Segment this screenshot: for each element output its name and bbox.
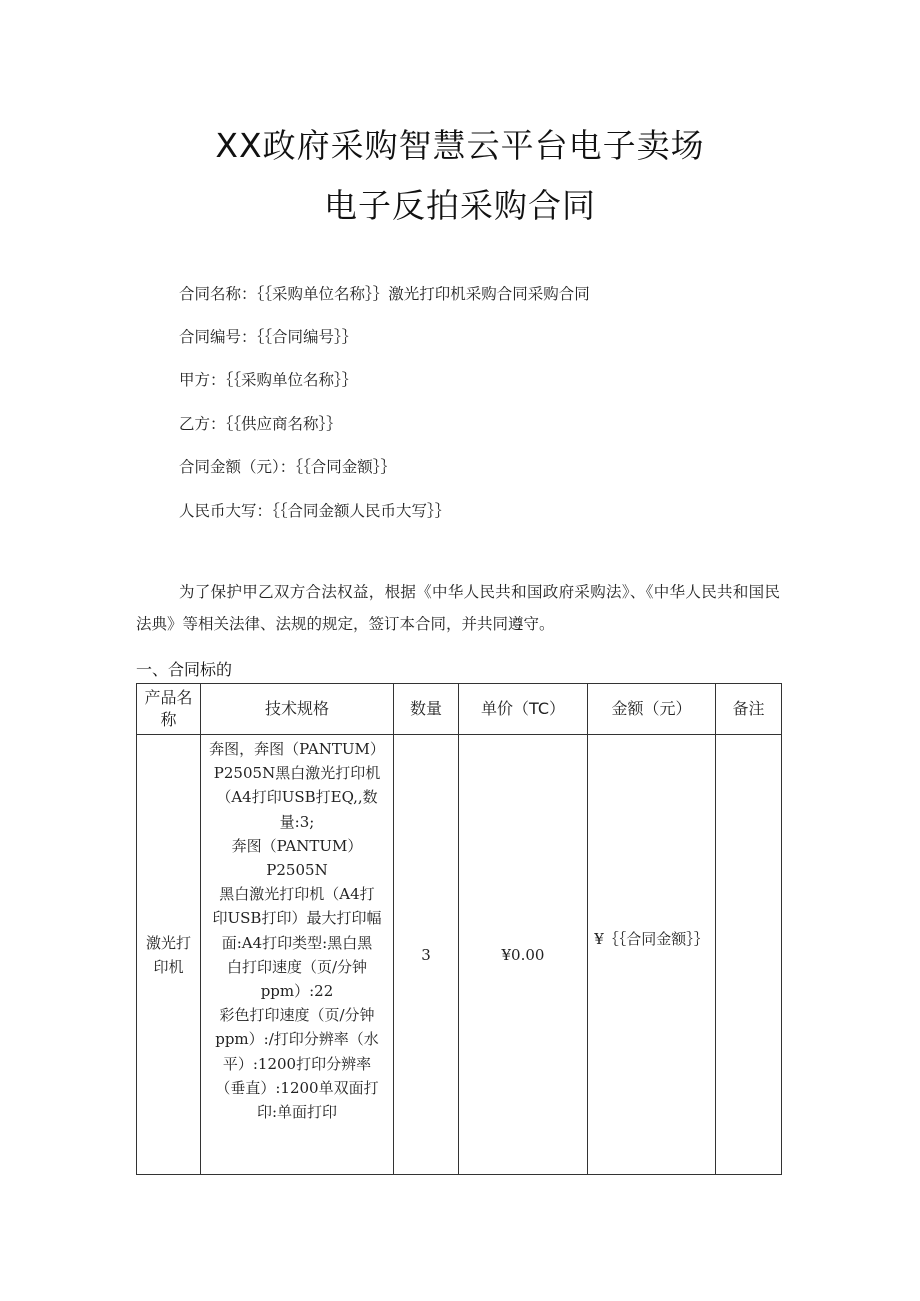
table-row bbox=[137, 735, 782, 1175]
spec-lines bbox=[201, 735, 393, 1174]
spec-line: 面:A4打印类型:黑白黑 bbox=[221, 933, 373, 952]
party-a-field: 甲方：｛｛采购单位名称｝｝ bbox=[179, 371, 358, 389]
spec-line: 黑白激光打印机（A4打 bbox=[219, 885, 375, 904]
spec-line: 平）:1200打印分辨率 bbox=[222, 1054, 372, 1073]
header-spec: 技术规格 bbox=[201, 684, 394, 735]
cell-quantity: 3 bbox=[394, 735, 459, 1175]
spec-line: 彩色打印速度（页/分钟 bbox=[219, 1006, 375, 1025]
cell-product-name: 激光打印机 bbox=[137, 735, 201, 1175]
spec-line: （A4打印USB打EQ,,数 bbox=[216, 788, 378, 807]
cell-spec bbox=[201, 735, 394, 1175]
document-title-line-1: XX政府采购智慧云平台电子卖场 bbox=[215, 126, 705, 165]
spec-line: P2505N黑白激光打印机 bbox=[213, 764, 381, 783]
spec-line: （垂直）:1200单双面打 bbox=[215, 1078, 379, 1097]
amount-value: ¥｛｛合同金额｝｝ bbox=[594, 929, 709, 948]
section-heading-contract-subject: 一、合同标的 bbox=[136, 660, 233, 679]
contract-number-field: 合同编号：｛｛合同编号｝｝ bbox=[179, 328, 358, 346]
header-amount: 金额（元） bbox=[588, 684, 716, 735]
contract-subject-table bbox=[136, 683, 782, 1175]
document-title-line-2: 电子反拍采购合同 bbox=[324, 186, 596, 225]
header-product-name: 产品名称 bbox=[137, 684, 201, 735]
spec-line: 量:3; bbox=[279, 812, 315, 831]
table-header-row bbox=[137, 684, 782, 735]
cell-remarks bbox=[716, 735, 782, 1175]
cell-amount bbox=[588, 735, 716, 1175]
header-quantity: 数量 bbox=[394, 684, 459, 735]
header-remarks: 备注 bbox=[716, 684, 782, 735]
spec-line: 奔图，奔图（PANTUM） bbox=[209, 740, 385, 758]
spec-line: 印USB打印）最大打印幅 bbox=[212, 909, 382, 928]
header-unit-price: 单价（TC） bbox=[459, 684, 588, 735]
preamble-paragraph: 为了保护甲乙双方合法权益，根据《中华人民共和国政府采购法》、《中华人民共和国民法典》等相关法律、法规的规定，签订本合同，并共同遵守。 bbox=[136, 583, 780, 633]
spec-line: 印:单面打印 bbox=[256, 1103, 338, 1122]
spec-line: 白打印速度（页/分钟 bbox=[226, 957, 368, 976]
spec-line: ppm）:/打印分辨率（水 bbox=[215, 1030, 379, 1049]
party-b-field: 乙方：｛｛供应商名称｝｝ bbox=[179, 415, 342, 433]
spec-line: ppm）:22 bbox=[260, 982, 334, 1001]
contract-amount-field: 合同金额（元）：｛｛合同金额｝｝ bbox=[179, 458, 397, 476]
amount-in-words-field: 人民币大写：｛｛合同金额人民币大写｝｝ bbox=[179, 502, 451, 520]
cell-unit-price: ¥0.00 bbox=[459, 735, 588, 1175]
spec-line: 奔图（PANTUM）P2505N bbox=[231, 836, 363, 880]
contract-name-field: 合同名称：｛｛采购单位名称｝｝激光打印机采购合同采购合同 bbox=[179, 285, 590, 303]
